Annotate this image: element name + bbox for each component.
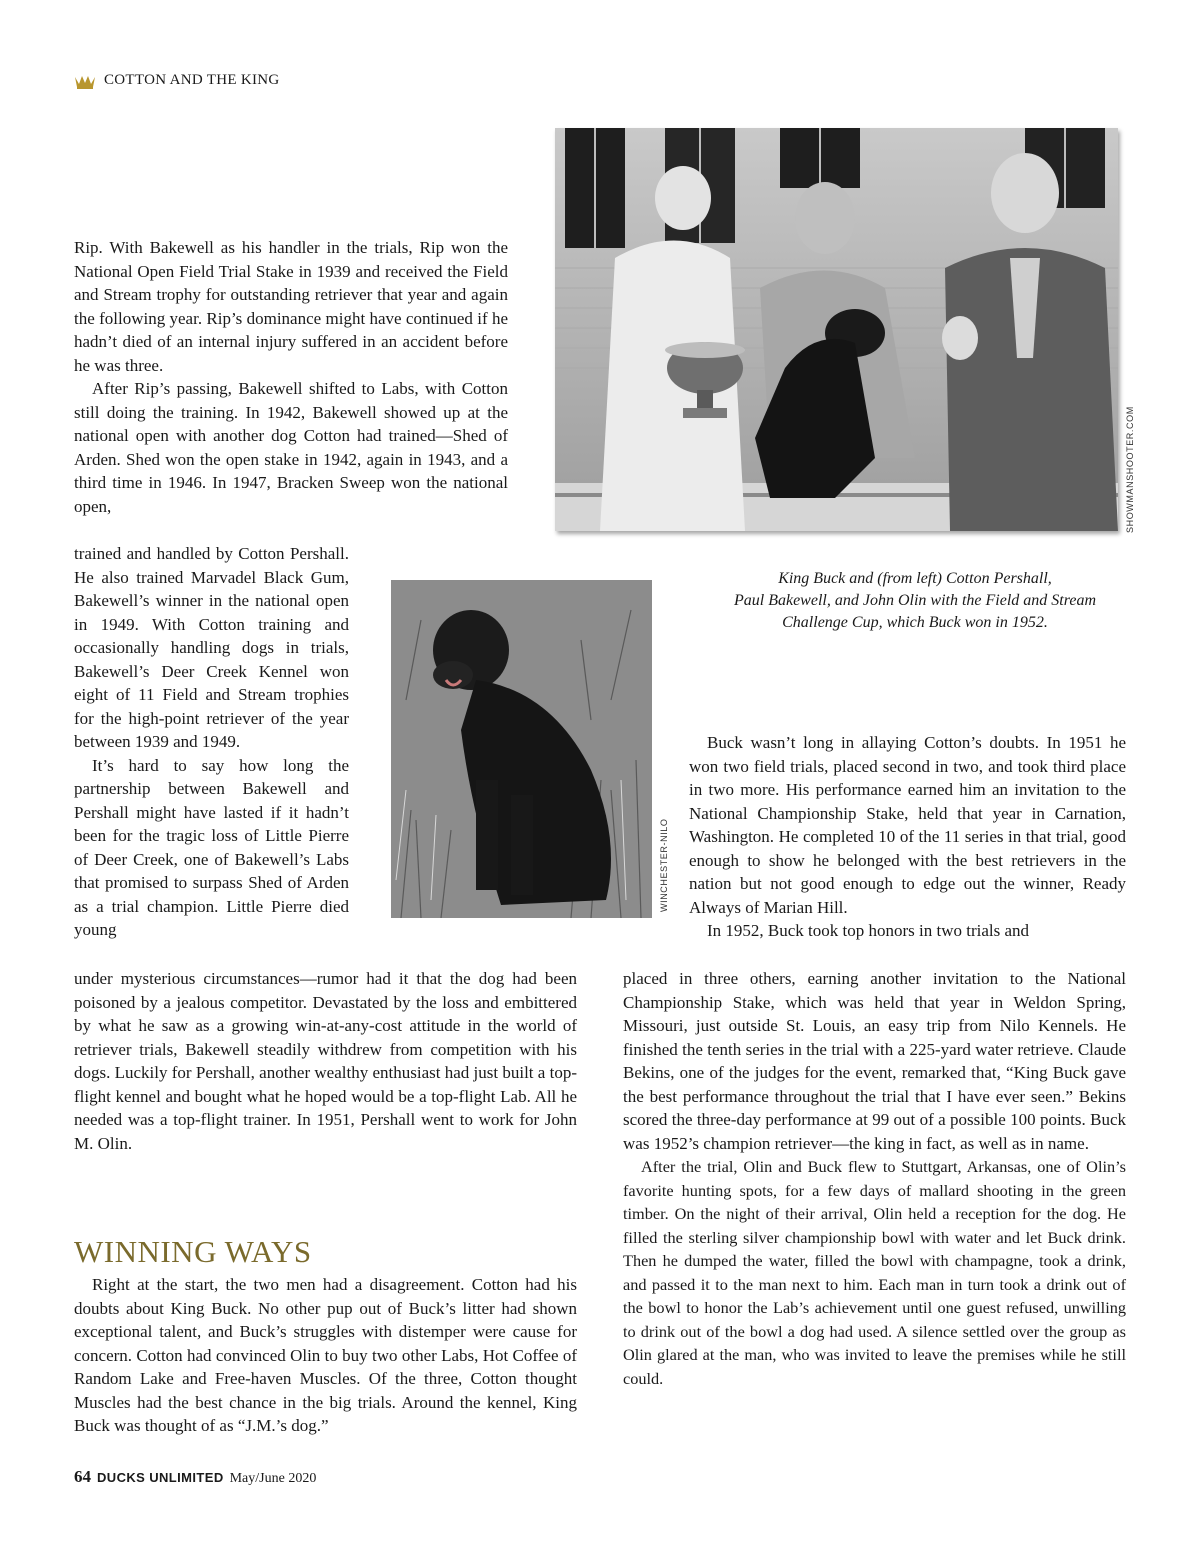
paragraph: under mysterious circumstances—rumor had it that the dog had been poisoned by a jealous competitor. Devastated by the loss and embittered by what he saw as a growing win-at-any-cost attitude in the world of retriever trials, Bakewell steadily withdrew from competition with his dogs. Luckily for Pershall, another wealthy enthusiast had just built a top-flight kennel and bought what he hoped would be a top-flight Lab. All he needed was a top-flight trainer. In 1951, Pershall went to work for John M. Olin. — [74, 969, 577, 1153]
magazine-name: DUCKS UNLIMITED — [97, 1470, 224, 1485]
section-title: COTTON AND THE KING — [104, 72, 280, 88]
right-column-wide — [623, 967, 1126, 1390]
paragraph: Buck wasn’t long in allaying Cotton’s doubts. In 1951 he won two field trials, placed second in two, and took third place in two more. His performance earned him an invitation to the National Championship Stake, held that year in Carnation, Washington. He completed 10 of the 11 series in that trial, good enough to show he belonged with the best retrievers in the nation but not good enough to edge out the winner, Ready Always of Marian Hill. — [689, 733, 1126, 917]
page-footer — [74, 1467, 316, 1487]
issue-date: May/June 2020 — [229, 1471, 317, 1486]
photo-credit-dog: WINCHESTER-NILO — [659, 818, 669, 912]
main-photo — [555, 128, 1118, 531]
paragraph: placed in three others, earning another invitation to the National Championship Stake, which was held that year in Weldon Spring, Missouri, just outside St. Louis, an easy trip from Nilo Kennels. He finished the tenth series in the trial with a 225-yard water retrieve. Claude Bekins, one of the judges for the event, remarked that, “King Buck gave the best performance throughout the trial that I have ever seen.” Bekins scored the three-day performance at 99 out of a possible 100 points. Buck was 1952’s champion retriever—the king in fact, as well as in name. — [623, 969, 1126, 1153]
labrador-in-grass-photo — [391, 580, 652, 918]
section-heading: WINNING WAYS — [74, 1234, 312, 1269]
paragraph: After the trial, Olin and Buck flew to Stuttgart, Arkansas, one of Olin’s favorite hunting spots, for a few days of mallard shooting in the green timber. On the night of their arrival, Olin held a reception for the dog. He filled the sterling silver championship bowl with water and let Buck drink. Then he dumped the water, filled the bowl with champagne, took a drink, and passed it to the man next to him. Each man in turn took a drink out of the bowl to honor the Lab’s achievement until one guest refused, unwilling to drink out of the bowl a dog had used. A silence settled over the group as Olin glared at the man, who was invited to leave the premises while he still could. — [623, 1157, 1126, 1388]
dog-photo — [391, 580, 652, 918]
paragraph: It’s hard to say how long the partnership between Bakewell and Pershall might have lasted if it hadn’t been for the tragic loss of Little Pierre of Deer Creek, one of Bakewell’s Labs that promised to surpass Shed of Arden as a trial champion. Little Pierre died young — [74, 755, 349, 939]
left-column-wrap — [74, 542, 349, 942]
paragraph: trained and handled by Cotton Pershall. He also trained Marvadel Black Gum, Bakewell’s winner in the national open in 1949. With Cotton training and occasionally handling dogs in trials, Bakewell’s Deer Creek Kennel won eight of 11 Field and Stream trophies for the high-point retriever of the year between 1939 and 1949. — [74, 544, 349, 751]
paragraph: Right at the start, the two men had a disagreement. Cotton had his doubts about King Buck. No other pup out of Buck’s litter had shown exceptional talent, and Buck’s struggles with distemper were cause for concern. Cotton had convinced Olin to buy two other Labs, Hot Coffee of Random Lake and Free-haven Muscles. Of the three, Cotton thought Muscles had the best chance in the big trials. Around the kennel, King Buck was thought of as “J.M.’s dog.” — [74, 1275, 577, 1435]
caption-line: Paul Bakewell, and John Olin with the Field and Stream — [733, 592, 1096, 609]
men-with-trophy-photo — [555, 128, 1118, 531]
page-number: 64 — [74, 1467, 91, 1486]
caption-line: King Buck and (from left) Cotton Pershall, — [778, 570, 1052, 587]
paragraph: Rip. With Bakewell as his handler in the trials, Rip won the National Open Field Trial Stake in 1939 and received the Field and Stream trophy for outstanding retriever that year and again the following year. Rip’s dominance might have continued if he hadn’t died of an internal injury suffered in an accident before he was three. — [74, 238, 508, 375]
paragraph: In 1952, Buck took top honors in two trials and — [707, 921, 1030, 940]
left-column-top — [74, 236, 508, 518]
left-column-section — [74, 1273, 577, 1438]
left-column-bottom — [74, 967, 577, 1155]
right-column-narrow — [689, 731, 1126, 943]
caption-line: Challenge Cup, which Buck won in 1952. — [782, 614, 1048, 631]
photo-credit-main: SHOWMANSHOOTER.COM — [1125, 406, 1135, 533]
photo-caption — [685, 568, 1145, 634]
crown-icon — [74, 73, 96, 89]
paragraph: After Rip’s passing, Bakewell shifted to Labs, with Cotton still doing the training. In 1942, Bakewell showed up at the national open with another dog Cotton had trained—Shed of Arden. Shed won the open stake in 1942, again in 1943, and a third time in 1946. In 1947, Bracken Sweep won the national open, — [74, 379, 508, 516]
running-header — [74, 72, 280, 89]
